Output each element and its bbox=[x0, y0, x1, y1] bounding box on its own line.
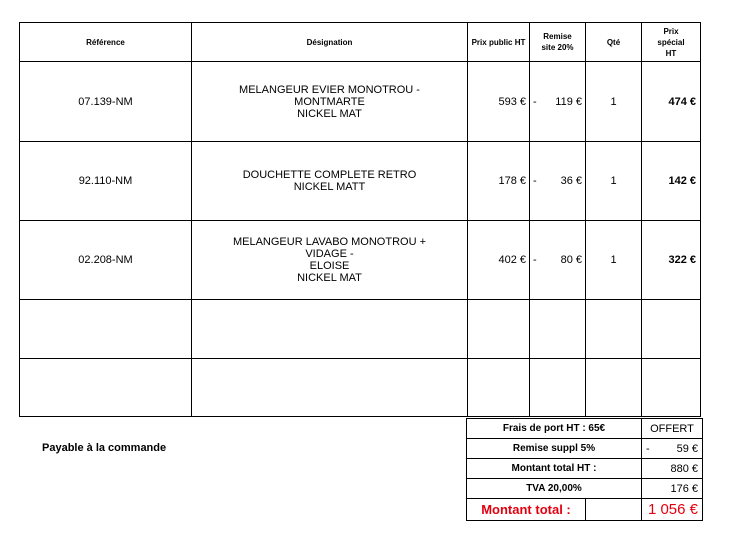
row-prix-public: 593 € bbox=[468, 62, 530, 142]
payment-terms: Payable à la commande bbox=[42, 442, 167, 454]
quote-table bbox=[19, 22, 701, 417]
row-reference: 02.208-NM bbox=[20, 221, 192, 300]
total-label: Montant total : bbox=[467, 499, 586, 520]
subtotal-label: Montant total HT : bbox=[467, 459, 642, 479]
vat-value: 176 € bbox=[642, 479, 703, 499]
shipping-label: Frais de port HT : 65€ bbox=[467, 419, 642, 439]
row-reference: 07.139-NM bbox=[20, 62, 192, 142]
subtotal-value: 880 € bbox=[642, 459, 703, 479]
vat-label: TVA 20,00% bbox=[467, 479, 642, 499]
total-row bbox=[467, 499, 703, 521]
vat-row bbox=[467, 479, 703, 499]
row-qte: 1 bbox=[586, 221, 642, 300]
discount-label: Remise suppl 5% bbox=[467, 439, 642, 459]
header-reference: Référence bbox=[20, 23, 192, 62]
header-designation: Désignation bbox=[192, 23, 468, 62]
row-qte: 1 bbox=[586, 62, 642, 142]
shipping-row bbox=[467, 419, 703, 439]
row-qte: 1 bbox=[586, 142, 642, 221]
totals-table bbox=[466, 418, 703, 521]
row-prix-special: 322 € bbox=[642, 221, 701, 300]
row-reference: 92.110-NM bbox=[20, 142, 192, 221]
table-header-row bbox=[20, 23, 701, 62]
shipping-value: OFFERT bbox=[642, 419, 703, 439]
discount-value: - 59 € bbox=[642, 439, 703, 459]
row-remise: - 36 € bbox=[530, 142, 586, 221]
header-prix-public: Prix public HT bbox=[468, 23, 530, 62]
empty-row bbox=[20, 359, 701, 417]
row-remise: - 119 € bbox=[530, 62, 586, 142]
total-value: 1 056 € bbox=[642, 499, 703, 521]
subtotal-row bbox=[467, 459, 703, 479]
row-prix-public: 402 € bbox=[468, 221, 530, 300]
header-qte: Qté bbox=[586, 23, 642, 62]
row-prix-special: 474 € bbox=[642, 62, 701, 142]
discount-row bbox=[467, 439, 703, 459]
header-remise-site: Remise site 20% bbox=[530, 23, 586, 62]
table-row bbox=[20, 142, 701, 221]
header-prix-special: Prix spécial HT bbox=[642, 23, 701, 62]
empty-row bbox=[20, 300, 701, 359]
table-row bbox=[20, 62, 701, 142]
row-designation: MELANGEUR EVIER MONOTROU - MONTMARTE NICKEL MAT bbox=[192, 62, 468, 142]
row-prix-public: 178 € bbox=[468, 142, 530, 221]
table-row bbox=[20, 221, 701, 300]
row-designation: MELANGEUR LAVABO MONOTROU + VIDAGE - ELOISE NICKEL MAT bbox=[192, 221, 468, 300]
row-remise: - 80 € bbox=[530, 221, 586, 300]
row-designation: DOUCHETTE COMPLETE RETRO NICKEL MATT bbox=[192, 142, 468, 221]
row-prix-special: 142 € bbox=[642, 142, 701, 221]
